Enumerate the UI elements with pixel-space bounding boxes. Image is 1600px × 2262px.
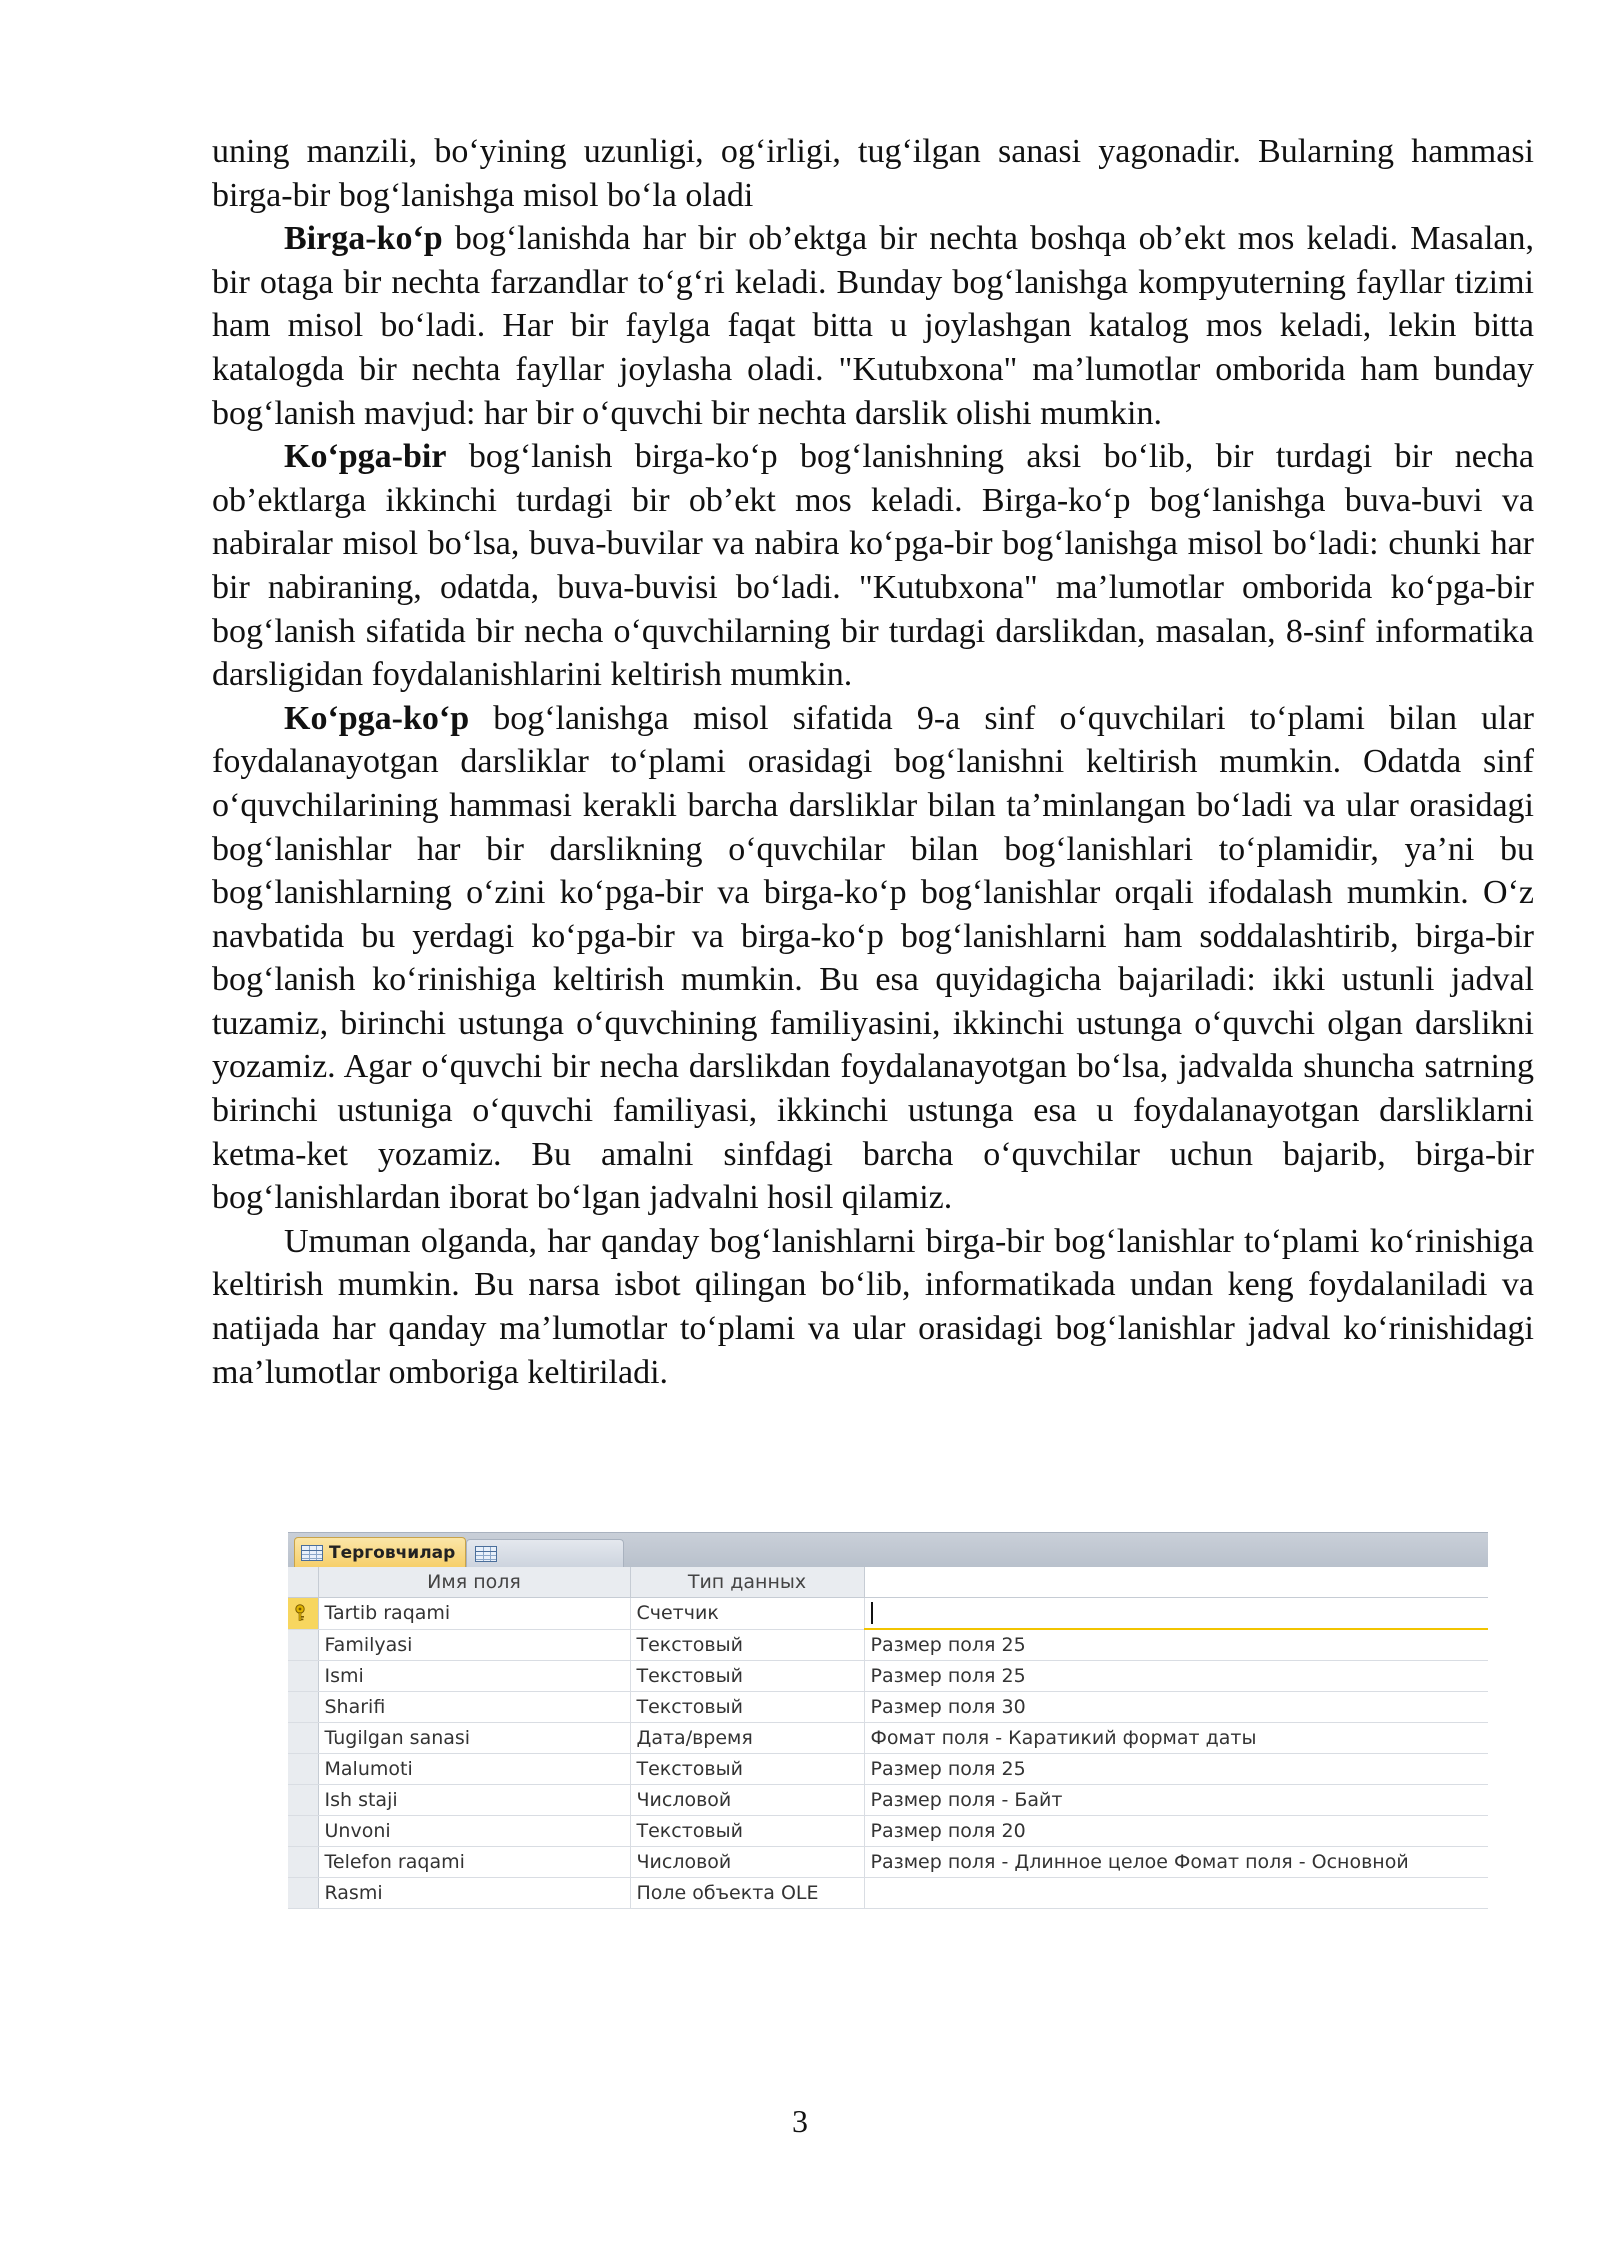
column-header-field-name[interactable]: Имя поля — [318, 1567, 630, 1598]
row-selector[interactable] — [288, 1878, 318, 1909]
body-text — [212, 130, 1534, 1394]
row-selector[interactable] — [288, 1661, 318, 1692]
table-row[interactable] — [288, 1816, 1488, 1847]
table-row[interactable] — [288, 1847, 1488, 1878]
field-name-cell[interactable]: Ismi — [318, 1661, 630, 1692]
field-name-cell[interactable]: Sharifi — [318, 1692, 630, 1723]
data-type-cell[interactable]: Числовой — [630, 1785, 864, 1816]
primary-key-icon — [292, 1604, 308, 1622]
data-type-cell[interactable]: Дата/время — [630, 1723, 864, 1754]
description-cell[interactable]: Размер поля 25 — [864, 1754, 1488, 1785]
row-selector[interactable] — [288, 1598, 318, 1630]
row-selector[interactable] — [288, 1754, 318, 1785]
text-cursor — [871, 1602, 873, 1624]
data-type-cell[interactable]: Текстовый — [630, 1629, 864, 1661]
field-design-grid — [288, 1567, 1488, 1909]
description-cell[interactable]: Размер поля 30 — [864, 1692, 1488, 1723]
paragraph-1 — [212, 130, 1534, 217]
field-name-cell[interactable]: Tartib raqami — [318, 1598, 630, 1630]
paragraph-5-text: Umuman olganda, har qanday bog‘lanishlarni birga-bir bog‘lanishlar to‘plami ko‘rinishiga keltirish mumkin. Bu narsa isbot qilingan bo‘lib, informatikada undan keng foydalaniladi va natijada har qanday ma’lumotlar to‘plami va ular orasidagi bog‘lanishlar jadval ko‘rinishidagi ma’lumotlar omboriga keltiriladi. — [212, 1222, 1534, 1391]
row-selector[interactable] — [288, 1847, 318, 1878]
field-name-cell[interactable]: Familyasi — [318, 1629, 630, 1661]
access-table-design-view — [288, 1532, 1488, 1932]
table-row[interactable] — [288, 1598, 1488, 1630]
table-icon — [475, 1546, 497, 1562]
description-cell[interactable]: Размер поля 25 — [864, 1629, 1488, 1661]
paragraph-3-text: bog‘lanish birga-ko‘p bog‘lanishning aksi bo‘lib, bir turdagi bir necha ob’ektlarga ikkinchi turdagi bir ob’ekt mos keladi. Birga-ko‘p bog‘lanishga buva-buvi va nabiralar misol bo‘lsa, buva-buvilar va nabira ko‘pga-bir bog‘lanishga misol bo‘ladi: chunki har bir nabiraning, odatda, buva-buvisi bo‘ladi. "Kutubxona" ma’lumotlar omborida ko‘pga-bir bog‘lanish sifatida bir necha o‘quvchilarning bir turdagi darslikdan, masalan, 8-sinf informatika darsligidan foydalanishlarini keltirish mumkin. — [212, 438, 1534, 694]
data-type-cell[interactable]: Поле объекта OLE — [630, 1878, 864, 1909]
description-cell[interactable]: Размер поля - Байт — [864, 1785, 1488, 1816]
paragraph-4-text: bog‘lanishga misol sifatida 9-a sinf o‘quvchilari to‘plami bilan ular foydalanayotgan darsliklar to‘plami orasidagi bog‘lanishni keltirish mumkin. Odatda sinf o‘quvchilarining hammasi kerakli barcha darsliklar bilan ta’minlangan bo‘ladi va ular orasidagi bog‘lanishlar har bir darslikning o‘quvchilar bilan bog‘lanishlari to‘plamidir, ya’ni bu bog‘lanishlarning o‘zini ko‘pga-bir va birga-ko‘p bog‘lanishlar orqali ifodalash mumkin. O‘z navbatida bu yerdagi ko‘pga-bir va birga-ko‘p bog‘lanishlarni ham soddalashtirib, birga-bir bog‘lanish ko‘rinishiga keltirish mumkin. Bu esa quyidagicha bajariladi: ikki ustunli jadval tuzamiz, birinchi ustunga o‘quvchining familiyasini, ikkinchi ustunga o‘quvchi olgan darslikni yozamiz. Agar o‘quvchi bir necha darslikdan foydalanayotgan bo‘lsa, jadvalda shuncha satrning birinchi ustuniga o‘quvchi familiyasi, ikkinchi ustunga esa u foydalanayotgan darsliklarni ketma-ket yozamiz. Bu amalni sinfdagi barcha o‘quvchilar uchun bajarib, birga-bir bog‘lanishlardan iborat bo‘lgan jadvalni hosil qilamiz. — [212, 699, 1534, 1217]
tab-second-table[interactable] — [466, 1539, 624, 1567]
row-selector[interactable] — [288, 1629, 318, 1661]
row-selector[interactable] — [288, 1723, 318, 1754]
paragraph-1-text: uning manzili, bo‘yining uzunligi, og‘irligi, tug‘ilgan sanasi yagonadir. Bularning hammasi birga-bir bog‘lanishga misol bo‘la oladi — [212, 133, 1534, 214]
table-row[interactable] — [288, 1878, 1488, 1909]
row-selector[interactable] — [288, 1692, 318, 1723]
row-selector-header[interactable] — [288, 1567, 318, 1598]
column-header-data-type[interactable]: Тип данных — [630, 1567, 864, 1598]
description-cell[interactable] — [864, 1598, 1488, 1630]
description-cell[interactable]: Размер поля 20 — [864, 1816, 1488, 1847]
table-row[interactable] — [288, 1785, 1488, 1816]
tab-tergovchilar[interactable] — [294, 1537, 466, 1567]
description-cell[interactable]: Размер поля - Длинное целое Фомат поля - Основной — [864, 1847, 1488, 1878]
data-type-cell[interactable]: Текстовый — [630, 1692, 864, 1723]
field-name-cell[interactable]: Rasmi — [318, 1878, 630, 1909]
data-type-cell[interactable]: Текстовый — [630, 1661, 864, 1692]
field-name-cell[interactable]: Malumoti — [318, 1754, 630, 1785]
paragraph-4 — [212, 697, 1534, 1220]
field-name-cell[interactable]: Unvoni — [318, 1816, 630, 1847]
row-selector[interactable] — [288, 1816, 318, 1847]
field-name-cell[interactable]: Ish staji — [318, 1785, 630, 1816]
grid-header-row — [288, 1567, 1488, 1598]
paragraph-2-bold: Birga-ko‘p — [284, 220, 443, 258]
paragraph-3 — [212, 435, 1534, 697]
column-header-description[interactable] — [864, 1567, 1488, 1598]
description-cell[interactable]: Фомат поля - Каратикий формат даты — [864, 1723, 1488, 1754]
paragraph-3-bold: Ko‘pga-bir — [284, 438, 447, 476]
row-selector[interactable] — [288, 1785, 318, 1816]
table-row[interactable] — [288, 1754, 1488, 1785]
table-row[interactable] — [288, 1692, 1488, 1723]
page-number: 3 — [792, 2103, 808, 2139]
data-type-cell[interactable]: Текстовый — [630, 1816, 864, 1847]
paragraph-2 — [212, 217, 1534, 435]
field-name-cell[interactable]: Tugilgan sanasi — [318, 1723, 630, 1754]
data-type-cell[interactable]: Числовой — [630, 1847, 864, 1878]
table-row[interactable] — [288, 1723, 1488, 1754]
tab-label: Терговчилар — [329, 1542, 456, 1563]
document-tab-bar — [288, 1532, 1488, 1567]
table-row[interactable] — [288, 1661, 1488, 1692]
data-type-cell[interactable]: Счетчик — [630, 1598, 864, 1630]
paragraph-4-bold: Ko‘pga-ko‘p — [284, 699, 470, 737]
table-icon — [301, 1545, 323, 1561]
description-cell[interactable] — [864, 1878, 1488, 1909]
paragraph-5 — [212, 1220, 1534, 1394]
description-cell[interactable]: Размер поля 25 — [864, 1661, 1488, 1692]
paragraph-2-text: bog‘lanishda har bir ob’ektga bir nechta boshqa ob’ekt mos keladi. Masalan, bir otaga bir nechta farzandlar to‘g‘ri keladi. Bunday bog‘lanishga kompyuterning fayllar tizimi ham misol bo‘ladi. Har bir faylga faqat bitta u joylashgan katalog mos keladi, lekin bitta katalogda bir nechta fayllar joylasha oladi. "Kutubxona" ma’lumotlar omborida ham bunday bog‘lanish mavjud: har bir o‘quvchi bir nechta darslik olishi mumkin. — [212, 220, 1534, 432]
field-name-cell[interactable]: Telefon raqami — [318, 1847, 630, 1878]
data-type-cell[interactable]: Текстовый — [630, 1754, 864, 1785]
table-row[interactable] — [288, 1629, 1488, 1661]
